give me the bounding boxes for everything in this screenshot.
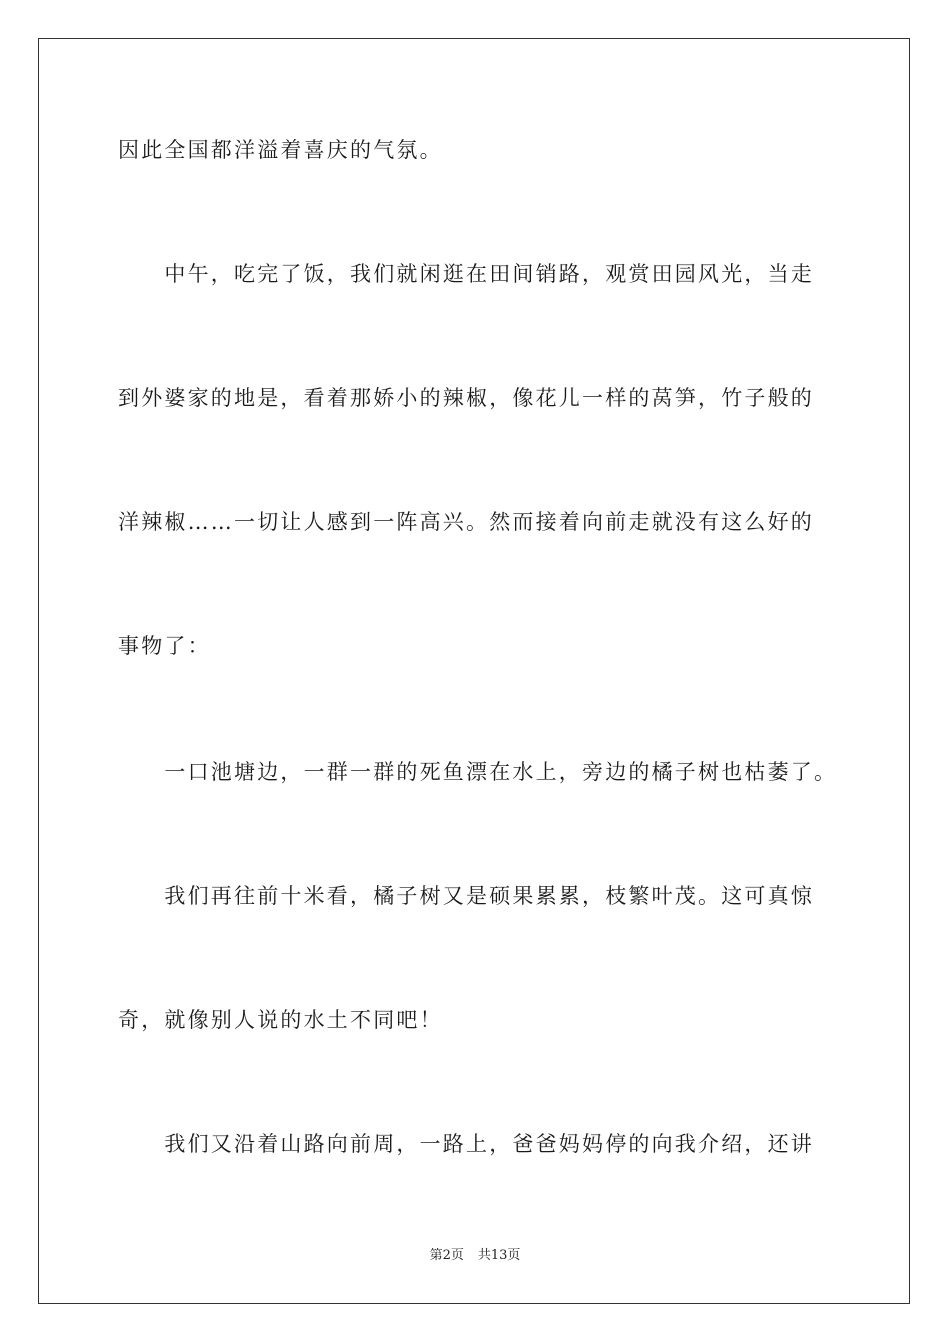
text-line: 事物了： bbox=[118, 634, 211, 658]
page-footer bbox=[0, 1247, 950, 1265]
text-line: 因此全国都洋溢着喜庆的气氛。 bbox=[118, 138, 443, 162]
page-border bbox=[38, 38, 910, 1304]
text-line: 洋辣椒……一切让人感到一阵高兴。然而接着向前走就没有这么好的 bbox=[118, 510, 814, 534]
page-total: 共13页 bbox=[477, 1248, 521, 1263]
text-line: 一口池塘边，一群一群的死鱼漂在水上，旁边的橘子树也枯萎了。 bbox=[118, 760, 838, 784]
text-line: 到外婆家的地是，看着那娇小的辣椒，像花儿一样的莴笋，竹子般的 bbox=[118, 386, 814, 410]
text-line: 我们又沿着山路向前周，一路上，爸爸妈妈停的向我介绍，还讲 bbox=[118, 1132, 814, 1156]
text-line: 中午，吃完了饭，我们就闲逛在田间销路，观赏田园风光，当走 bbox=[118, 262, 814, 286]
text-line: 我们再往前十米看，橘子树又是硕果累累，枝繁叶茂。这可真惊 bbox=[118, 884, 814, 908]
text-line: 奇，就像别人说的水土不同吧！ bbox=[118, 1008, 443, 1032]
page-number: 第2页 bbox=[429, 1248, 464, 1263]
